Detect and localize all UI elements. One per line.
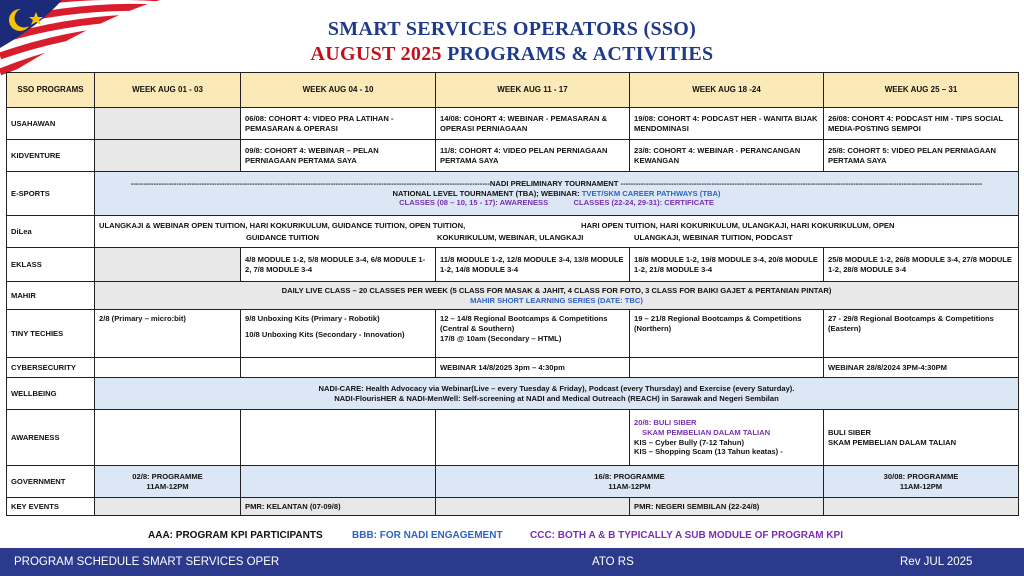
row-label-mahir: MAHIR — [7, 282, 95, 310]
title-rest: PROGRAMS & ACTIVITIES — [447, 43, 714, 65]
table-cell: 2/8 (Primary – micro:bit) — [95, 310, 241, 358]
footer-bar — [0, 548, 1024, 576]
table-row — [7, 310, 1019, 358]
table-cell — [241, 410, 436, 466]
table-row — [7, 216, 1019, 248]
table-row — [7, 108, 1019, 140]
table-row — [7, 248, 1019, 282]
row-label-usahawan: USAHAWAN — [7, 108, 95, 140]
row-label-cybersecurity: CYBERSECURITY — [7, 358, 95, 378]
wellbeing-cell — [95, 378, 1019, 410]
table-cell — [630, 358, 824, 378]
footer-left: PROGRAM SCHEDULE SMART SERVICES OPER — [14, 556, 280, 568]
footer-right: Rev JUL 2025 — [900, 556, 973, 568]
row-label-dilea: DiLea — [7, 216, 95, 248]
row-label-kidventure: KIDVENTURE — [7, 140, 95, 172]
page-subtitle — [0, 43, 1024, 66]
awareness-item: 20/8: BULI SIBER — [634, 417, 697, 427]
esports-awareness: CLASSES (08 – 10, 15 - 17): AWARENESS — [399, 198, 549, 208]
wellbeing-line: NADI-CARE: Health Advocacy via Webinar(Live – every Tuesday & Friday), Podcast (every Thursday) and Exercise (every Saturday). — [318, 383, 795, 393]
table-cell: 25/8 MODULE 1-2, 26/8 MODULE 3-4, 27/8 MODULE 1-2, 28/8 MODULE 3-4 — [824, 248, 1019, 282]
esports-webinar: TVET/SKM CAREER PATHWAYS (TBA) — [581, 188, 721, 198]
table-row — [7, 410, 1019, 466]
legend-aaa: AAA: PROGRAM KPI PARTICIPANTS — [148, 530, 323, 541]
table-cell: 26/08: COHORT 4: PODCAST HIM - TIPS SOCIAL MEDIA-POSTING SEMPOI — [824, 108, 1019, 140]
table-cell — [824, 466, 1019, 498]
table-cell: PMR: NEGERI SEMBILAN (22-24/8) — [630, 498, 824, 516]
esports-cell — [95, 172, 1019, 216]
dilea-text: ULANGKAJI, WEBINAR TUITION, PODCAST — [634, 232, 793, 242]
column-header: WEEK AUG 11 - 17 — [436, 73, 630, 108]
esports-line: NATIONAL LEVEL TOURNAMENT (TBA); WEBINAR: — [392, 188, 582, 198]
table-cell — [95, 466, 241, 498]
wellbeing-line: NADI-FlourisHER & NADI-MenWell: Self-screening at NADI and Medical Outreach (REACH) in Sarawak and Negeri Sembilan — [334, 393, 779, 403]
column-header: SSO PROGRAMS — [7, 73, 95, 108]
gov-item: 11AM-12PM — [146, 481, 189, 491]
gov-item: 11AM-12PM — [608, 481, 651, 491]
tiny-item: 17/8 @ 10am (Secondary – HTML) — [440, 333, 562, 343]
awareness-item: BULI SIBER — [828, 427, 872, 437]
table-cell: 19 – 21/8 Regional Bootcamps & Competitions (Northern) — [630, 310, 824, 358]
table-cell — [95, 358, 241, 378]
column-header: WEEK AUG 18 -24 — [630, 73, 824, 108]
table-row — [7, 172, 1019, 216]
gov-item: 02/8: PROGRAMME — [132, 471, 203, 481]
table-cell — [241, 310, 436, 358]
awareness-item: KIS – Cyber Bully (7-12 Tahun) — [634, 437, 744, 447]
table-cell: 19/08: COHORT 4: PODCAST HER - WANITA BIJAK MENDOMINASI — [630, 108, 824, 140]
row-label-key-events: KEY EVENTS — [7, 498, 95, 516]
table-cell — [95, 140, 241, 172]
dilea-text: ULANGKAJI & WEBINAR OPEN TUITION, HARI KOKURIKULUM, GUIDANCE TUITION, OPEN TUITION, — [99, 220, 466, 230]
table-cell — [95, 108, 241, 140]
table-row — [7, 378, 1019, 410]
table-cell — [630, 410, 824, 466]
tiny-item: 9/8 Unboxing Kits (Primary - Robotik) — [245, 314, 380, 323]
gov-item: 30/08: PROGRAMME — [883, 471, 959, 481]
table-cell — [436, 498, 630, 516]
table-row — [7, 498, 1019, 516]
mahir-cell — [95, 282, 1019, 310]
footer-mid: ATO RS — [592, 556, 634, 568]
legend-bbb: BBB: FOR NADI ENGAGEMENT — [352, 530, 503, 541]
column-header: WEEK AUG 04 - 10 — [241, 73, 436, 108]
dilea-text: GUIDANCE TUITION — [246, 232, 319, 242]
awareness-item: SKAM PEMBELIAN DALAM TALIAN — [828, 437, 957, 447]
row-label-esports: E-SPORTS — [7, 172, 95, 216]
table-row — [7, 466, 1019, 498]
table-cell — [824, 410, 1019, 466]
gov-item: 11AM-12PM — [899, 481, 943, 491]
table-cell: 4/8 MODULE 1-2, 5/8 MODULE 3-4, 6/8 MODULE 1-2, 7/8 MODULE 3-4 — [241, 248, 436, 282]
mahir-series: MAHIR SHORT LEARNING SERIES (DATE: TBC) — [470, 295, 643, 305]
table-cell — [241, 466, 436, 498]
row-label-tiny-techies: TINY TECHIES — [7, 310, 95, 358]
table-cell — [436, 466, 824, 498]
table-cell — [95, 248, 241, 282]
table-cell: 23/8: COHORT 4: WEBINAR - PERANCANGAN KEWANGAN — [630, 140, 824, 172]
table-cell: 11/8 MODULE 1-2, 12/8 MODULE 3-4, 13/8 MODULE 1-2, 14/8 MODULE 3-4 — [436, 248, 630, 282]
dilea-text: KOKURIKULUM, WEBINAR, ULANGKAJI — [437, 232, 584, 242]
table-cell: WEBINAR 28/8/2024 3PM-4:30PM — [824, 358, 1019, 378]
table-cell: 25/8: COHORT 5: VIDEO PELAN PERNIAGAAN PERTAMA SAYA — [824, 140, 1019, 172]
row-label-government: GOVERNMENT — [7, 466, 95, 498]
table-row — [7, 282, 1019, 310]
table-cell — [241, 358, 436, 378]
table-cell: 14/08: COHORT 4: WEBINAR - PEMASARAN & OPERASI PERNIAGAAN — [436, 108, 630, 140]
table-cell: 27 - 29/8 Regional Bootcamps & Competitions (Eastern) — [824, 310, 1019, 358]
row-label-eklass: EKLASS — [7, 248, 95, 282]
legend-ccc: CCC: BOTH A & B TYPICALLY A SUB MODULE OF PROGRAM KPI — [530, 530, 843, 541]
column-header: WEEK AUG 25 – 31 — [824, 73, 1019, 108]
table-cell: 18/8 MODULE 1-2, 19/8 MODULE 3-4, 20/8 MODULE 1-2, 21/8 MODULE 3-4 — [630, 248, 824, 282]
table-cell — [436, 410, 630, 466]
table-row — [7, 358, 1019, 378]
table-cell: 11/8: COHORT 4: VIDEO PELAN PERNIAGAAN PERTAMA SAYA — [436, 140, 630, 172]
table-cell — [824, 498, 1019, 516]
tiny-item: 12 – 14/8 Regional Bootcamps & Competitions (Central & Southern) — [440, 314, 608, 333]
table-cell — [95, 410, 241, 466]
esports-certificate: CLASSES (22-24, 29-31): CERTIFICATE — [573, 198, 714, 208]
dilea-cell — [95, 216, 1019, 248]
schedule-table — [6, 72, 1019, 516]
table-cell: 09/8: COHORT 4: WEBINAR – PELAN PERNIAGAAN PERTAMA SAYA — [241, 140, 436, 172]
row-label-wellbeing: WELLBEING — [7, 378, 95, 410]
column-header: WEEK AUG 01 - 03 — [95, 73, 241, 108]
esports-banner: ----------------------------------------------------------------------------------------------------------------------------------------------NADI PRELIMINARY TOURNAMENT ----------------------------------------------------------------------------------------------------------------------------------------------- — [130, 178, 983, 188]
table-cell — [95, 498, 241, 516]
awareness-item: KIS – Shopping Scam (13 Tahun keatas) - — [634, 447, 783, 457]
page-title: SMART SERVICES OPERATORS (SSO) — [327, 18, 697, 40]
title-month: AUGUST 2025 — [310, 43, 442, 65]
awareness-item: SKAM PEMBELIAN DALAM TALIAN — [642, 427, 771, 437]
mahir-line: DAILY LIVE CLASS – 20 CLASSES PER WEEK (5 CLASS FOR MASAK & JAHIT, 4 CLASS FOR FOTO, 3 CLASS FOR BAIKI GAJET & PERTANIAN PINTAR) — [281, 285, 832, 295]
tiny-item: 10/8 Unboxing Kits (Secondary - Innovation) — [245, 329, 405, 339]
row-label-awareness: AWARENESS — [7, 410, 95, 466]
table-cell: PMR: KELANTAN (07-09/8) — [241, 498, 436, 516]
table-cell: WEBINAR 14/8/2025 3pm – 4:30pm — [436, 358, 630, 378]
dilea-text: HARI OPEN TUITION, HARI KOKURIKULUM, ULANGKAJI, HARI KOKURIKULUM, OPEN — [581, 220, 895, 230]
table-cell: 06/08: COHORT 4: VIDEO PRA LATIHAN - PEMASARAN & OPERASI — [241, 108, 436, 140]
table-row — [7, 140, 1019, 172]
table-cell — [436, 310, 630, 358]
gov-item: 16/8: PROGRAMME — [594, 471, 665, 481]
table-header-row — [7, 73, 1019, 108]
